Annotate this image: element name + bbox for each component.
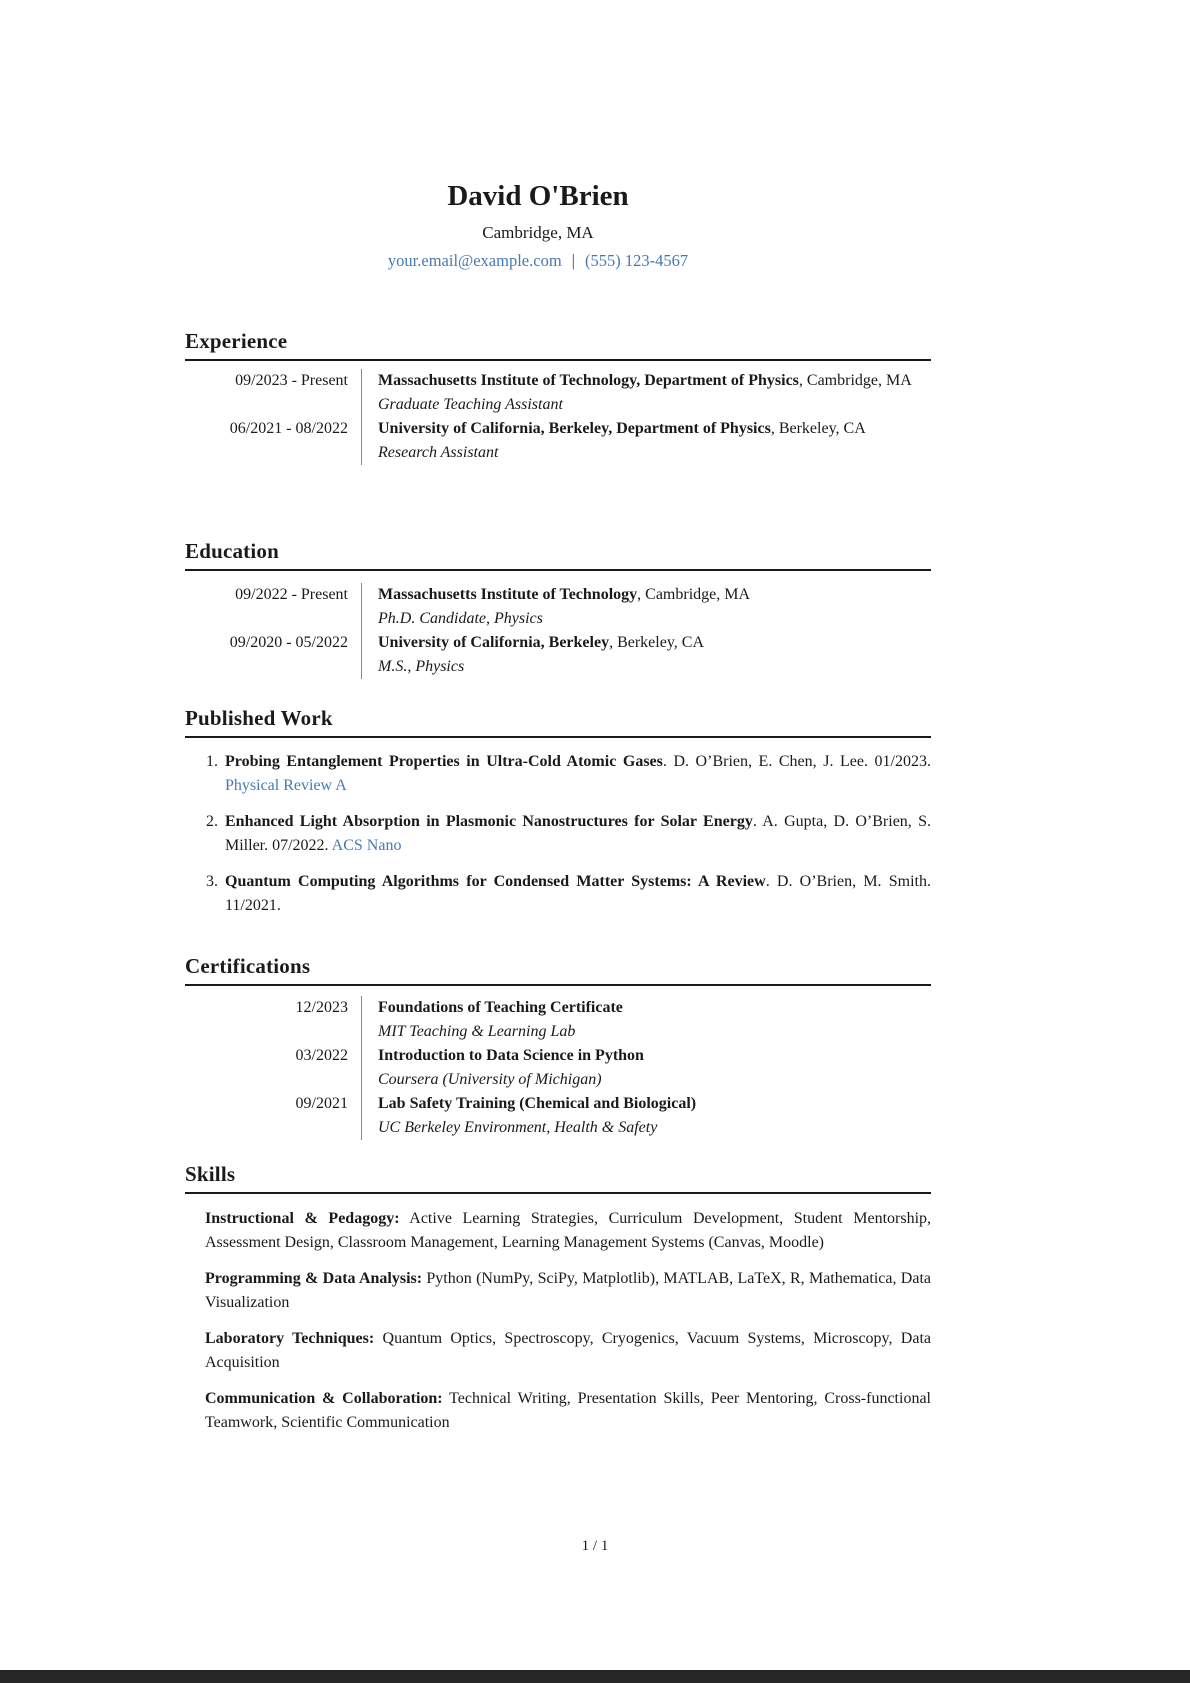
publication-title: Enhanced Light Absorption in Plasmonic Nanostructures for Solar Energy [225, 813, 753, 830]
skill-group-label: Instructional & Pedagogy: [205, 1210, 400, 1227]
page-number: 1 / 1 [581, 1538, 609, 1554]
section-title-education: Education [185, 539, 279, 563]
publication-meta: . A. Gupta, D. O’Brien, S. Miller. 07/2022. [225, 813, 932, 854]
experience-entry [185, 417, 931, 465]
entry-body [362, 1092, 915, 1140]
entry-date: 09/2020 - 05/2022 [229, 634, 348, 651]
section-title-published-work: Published Work [185, 706, 333, 730]
skill-group [205, 1267, 931, 1315]
certification-entries [185, 996, 931, 1140]
entry-body [362, 631, 915, 679]
entry-role: Research Assistant [378, 444, 499, 461]
publication-number: 2. [206, 813, 218, 830]
section-experience [185, 328, 931, 465]
skill-group-text: Technical Writing, Presentation Skills, Peer Mentoring, Cross-functional Teamwork, Scientific Communication [205, 1390, 931, 1431]
skill-group-label: Communication & Collaboration: [205, 1390, 443, 1407]
publication-item [185, 870, 931, 918]
publication-title: Probing Entanglement Properties in Ultra-Cold Atomic Gases [225, 753, 663, 770]
entry-degree: Ph.D. Candidate, Physics [378, 610, 543, 627]
entry-organization-name: University of California, Berkeley, Department of Physics [378, 420, 771, 437]
entry-organization [378, 417, 915, 441]
publication-journal-link[interactable]: ACS Nano [331, 837, 402, 854]
section-education [185, 538, 931, 679]
certification-name: Foundations of Teaching Certificate [378, 999, 623, 1016]
email-link[interactable]: your.email@example.com [387, 251, 562, 271]
skill-group-text: Quantum Optics, Spectroscopy, Cryogenics, Vacuum Systems, Microscopy, Data Acquisition [205, 1330, 932, 1371]
certification-entry [185, 996, 931, 1044]
entry-body [362, 417, 915, 465]
publication-text [225, 870, 931, 918]
section-rule [185, 569, 931, 571]
section-skills [185, 1161, 931, 1447]
entry-date: 06/2021 - 08/2022 [229, 420, 348, 437]
bottom-edge-bar [0, 1670, 1190, 1683]
section-rule [185, 984, 931, 986]
skill-group-label: Programming & Data Analysis: [205, 1270, 423, 1287]
certification-entry [185, 1044, 931, 1092]
entry-organization-location: , Berkeley, CA [770, 420, 866, 437]
entry-role: Graduate Teaching Assistant [378, 396, 563, 413]
skill-group-text: Python (NumPy, SciPy, Matplotlib), MATLAB, LaTeX, R, Mathematica, Data Visualization [205, 1270, 932, 1311]
entry-school [378, 583, 915, 607]
skill-group [205, 1327, 931, 1375]
section-rule [185, 736, 931, 738]
entry-date: 12/2023 [295, 999, 348, 1016]
entry-school [378, 631, 915, 655]
education-entries [185, 583, 931, 679]
certification-issuer: Coursera (University of Michigan) [378, 1071, 602, 1088]
experience-entries [185, 369, 931, 465]
section-published-work [185, 705, 931, 930]
contact-line [185, 251, 891, 271]
skills-list [205, 1207, 931, 1435]
certification-entry [185, 1092, 931, 1140]
entry-organization [378, 369, 915, 393]
education-entry [185, 631, 931, 679]
entry-body [362, 996, 915, 1044]
person-name: David O'Brien [447, 180, 629, 212]
certification-name: Lab Safety Training (Chemical and Biological) [378, 1095, 697, 1112]
publication-list [185, 750, 931, 918]
publication-item [185, 810, 931, 858]
section-title-experience: Experience [185, 329, 288, 353]
publication-journal-link[interactable]: Physical Review A [225, 777, 347, 794]
publication-text [225, 810, 931, 858]
section-title-certifications: Certifications [185, 954, 311, 978]
entry-school-name: University of California, Berkeley [378, 634, 610, 651]
entry-body [362, 1044, 915, 1092]
publication-text [225, 750, 931, 798]
person-location: Cambridge, MA [482, 223, 594, 243]
entry-date: 09/2022 - Present [235, 586, 348, 603]
certification-issuer: UC Berkeley Environment, Health & Safety [378, 1119, 658, 1136]
entry-school-location: , Cambridge, MA [637, 586, 751, 603]
entry-organization-location: , Cambridge, MA [798, 372, 912, 389]
entry-body [362, 583, 915, 631]
publication-number: 1. [206, 753, 218, 770]
entry-date: 09/2023 - Present [235, 372, 348, 389]
skill-group-label: Laboratory Techniques: [205, 1330, 375, 1347]
entry-degree: M.S., Physics [378, 658, 465, 675]
section-certifications [185, 953, 931, 1140]
publication-meta: . D. O’Brien, M. Smith. 11/2021. [225, 873, 931, 914]
publication-item [185, 750, 931, 798]
experience-entry [185, 369, 931, 417]
entry-school-name: Massachusetts Institute of Technology [378, 586, 638, 603]
publication-number: 3. [206, 873, 218, 890]
entry-organization-name: Massachusetts Institute of Technology, Department of Physics [378, 372, 799, 389]
entry-body [362, 369, 915, 417]
education-entry [185, 583, 931, 631]
entry-school-location: , Berkeley, CA [609, 634, 705, 651]
resume-header [185, 180, 891, 271]
certification-issuer: MIT Teaching & Learning Lab [378, 1023, 576, 1040]
contact-separator: | [571, 251, 575, 271]
entry-date: 03/2022 [295, 1047, 348, 1064]
publication-title: Quantum Computing Algorithms for Condensed Matter Systems: A Review [225, 873, 766, 890]
publication-meta: . D. O’Brien, E. Chen, J. Lee. 01/2023. [662, 753, 931, 770]
skill-group [205, 1207, 931, 1255]
phone-link[interactable]: (555) 123-4567 [584, 251, 689, 271]
section-rule [185, 1192, 931, 1194]
skill-group [205, 1387, 931, 1435]
entry-date: 09/2021 [295, 1095, 348, 1112]
section-rule [185, 359, 931, 361]
section-title-skills: Skills [185, 1162, 236, 1186]
certification-name: Introduction to Data Science in Python [378, 1047, 644, 1064]
skill-group-text: Active Learning Strategies, Curriculum Development, Student Mentorship, Assessment Design, Classroom Management, Learning Management Systems (Canvas, Moodle) [205, 1210, 932, 1251]
